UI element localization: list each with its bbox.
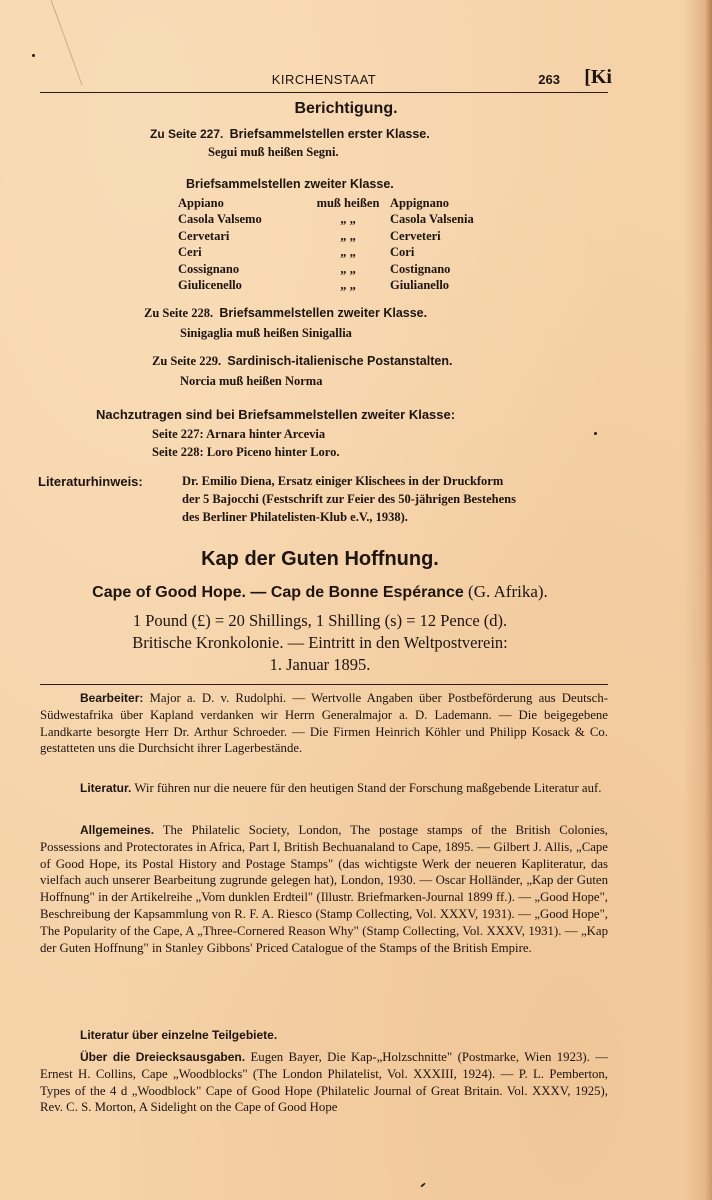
separator: muß heißen [316, 195, 380, 210]
subheading: Literatur über einzelne Teilgebiete. [80, 1028, 278, 1042]
correction-text: Norcia muß heißen Norma [180, 374, 323, 388]
separator: „ „ [340, 278, 356, 293]
correct-name: Giulianello [390, 278, 450, 293]
correction-s229 [152, 354, 452, 369]
running-head [40, 66, 612, 93]
upu-date: 1. Januar 1895. [269, 655, 371, 674]
correct-name: Cerveteri [390, 228, 441, 243]
wrong-name: Giulicenello [178, 278, 242, 293]
wrong-name: Casola Valsemo [178, 212, 262, 227]
correction-heading: Briefsammelstellen zweiter Klasse. [219, 306, 428, 320]
correction-row [178, 245, 474, 262]
paragraph-teilgebiete [40, 1027, 608, 1044]
correction-row [178, 261, 474, 278]
paragraph-label: Allgemeines. [80, 823, 155, 837]
paragraph-text: Eugen Bayer, Die Kap-„Holzschnitte" (Postmarke, Wien 1923). — Ernest H. Collins, Cape „Woodblocks" (The London Philatelist, Vol. XXXIII, 1924). — P. L. Pemberton, Types of the 4 d „Woodblock" Cape of Good Hope (Philatelic Journal of Great Britain. Vol. XXXV, 1925), Rev. C. S. Morton, A Sidelight on the Cape of Good Hope [40, 1050, 609, 1115]
paragraph-text: The Philatelic Society, London, The postage stamps of the British Colonies, Possessions and Protectorates in Africa, Part I, British Bechuanaland to Cape, 1895. — Gilbert J. Allis, „Cape of Good Hope, its Postal History and Postage Stamps" (das wichtigste Werk der neueren Kapliteratur, das vielfach auch unserer Bearbeitung zugrunde gelegen hat), London, 1930. — Oscar Holländer, „Kap der Guten Hoffnung" in der Artikelreihe „Vom dunklen Erdteil" (Illustr. Briefmarken-Journal 1899 ff.). — „Good Hope", Beschreibung der Kapsammlung von R. F. A. Riesco (Stamp Collecting, Vol. XXXV, 1931). — „Good Hope", The Popularity of the Cape, A „Three-Cornered Reason Why" (Stamp Collecting, Vol. XXXV, 1931). — „Kap der Guten Hoffnung" in Stanley Gibbons' Priced Catalogue of the Stamps of the British Empire. [40, 823, 608, 955]
wrong-name: Ceri [178, 245, 202, 260]
correction-row [178, 212, 474, 229]
correction-text: Sinigaglia muß heißen Sinigallia [180, 326, 352, 340]
status-info: Britische Kronkolonie. — Eintritt in den Weltpostverein: [132, 633, 508, 652]
paragraph-allgemeines [40, 822, 608, 956]
correct-name: Costignano [390, 261, 451, 276]
section-title-berichtigung: Berichtigung. [294, 100, 398, 117]
paragraph-dreieck [40, 1049, 608, 1116]
correction-heading: Sardinisch-italienische Postanstalten. [227, 354, 453, 368]
nachtrag-heading: Nachzutragen sind bei Briefsammelstellen zweiter Klasse: [96, 407, 456, 422]
paragraph-bearbeiter [40, 690, 608, 757]
correction-text: Segui muß heißen Segni. [208, 145, 339, 159]
correction-s227 [150, 127, 430, 142]
correction-row [178, 195, 474, 212]
nachtrag-line: Seite 228: Loro Piceno hinter Loro. [152, 445, 340, 459]
paragraph-literatur [40, 780, 608, 797]
page-ref: Zu Seite 227. [150, 127, 224, 141]
country-subtitle [0, 582, 640, 602]
correct-name: Appignano [390, 195, 450, 210]
separator: „ „ [340, 212, 356, 227]
correction-table [178, 195, 474, 294]
correction-heading: Briefsammelstellen erster Klasse. [229, 127, 430, 141]
correction-s228 [144, 306, 427, 321]
paragraph-label: Über die Dreiecksausgaben. [80, 1050, 246, 1064]
correction-heading-zweite: Briefsammelstellen zweiter Klasse. [186, 177, 394, 191]
ink-speck [594, 432, 597, 435]
paragraph-label: Bearbeiter: [80, 691, 144, 705]
literaturhinweis-line: des Berliner Philatelisten-Klub e.V., 1938). [182, 510, 408, 524]
separator: „ „ [340, 228, 356, 243]
literaturhinweis-label: Literaturhinweis: [38, 474, 143, 489]
running-title: KIRCHENSTAAT [271, 72, 377, 87]
literaturhinweis-line: Dr. Emilio Diena, Ersatz einiger Klischees in der Druckform [182, 474, 504, 488]
wrong-name: Cervetari [178, 228, 230, 243]
thumb-index-tab: [Ki [584, 66, 612, 88]
paragraph-text: Wir führen nur die neuere für den heutigen Stand der Forschung maßgebende Literatur auf. [134, 781, 602, 795]
correct-name: Casola Valsenia [390, 212, 474, 227]
ink-mark [420, 1182, 426, 1187]
literaturhinweis-line: der 5 Bajocchi (Festschrift zur Feier des 50-jährigen Bestehens [182, 492, 516, 506]
country-region: (G. Afrika). [468, 582, 548, 601]
country-names: Cape of Good Hope. — Cap de Bonne Espérance [92, 584, 464, 601]
paragraph-text: Major a. D. v. Rudolphi. — Wertvolle Angaben über Postbeförderung aus Deutsch-Südwestafrika über Kapland verdanken wir Herrn Generalmajor a. D. Lademann. — Die beigegebene Landkarte besorgte Herr Dr. Arthur Schroeder. — Die Firmen Heinrich Köhler und Philipp Kosack & Co. gestatteten uns die Durchsicht ihrer Lagerbestände. [40, 691, 608, 756]
nachtrag-line: Seite 227: Arnara hinter Arcevia [152, 427, 326, 441]
ink-speck [32, 54, 35, 57]
country-title: Kap der Guten Hoffnung. [201, 548, 439, 570]
page-ref: Zu Seite 228. [144, 306, 214, 320]
correct-name: Cori [390, 245, 415, 260]
separator: „ „ [340, 245, 356, 260]
correction-row [178, 278, 474, 295]
page-ref: Zu Seite 229. [152, 354, 222, 368]
currency-info: 1 Pound (£) = 20 Shillings, 1 Shilling (s) = 12 Pence (d). [132, 611, 508, 630]
correction-row [178, 228, 474, 245]
paragraph-label: Literatur. [80, 781, 132, 795]
wrong-name: Appiano [178, 195, 224, 210]
section-divider [40, 684, 608, 685]
wrong-name: Cossignano [178, 261, 240, 276]
page-number: 263 [538, 72, 560, 87]
separator: „ „ [340, 261, 356, 276]
